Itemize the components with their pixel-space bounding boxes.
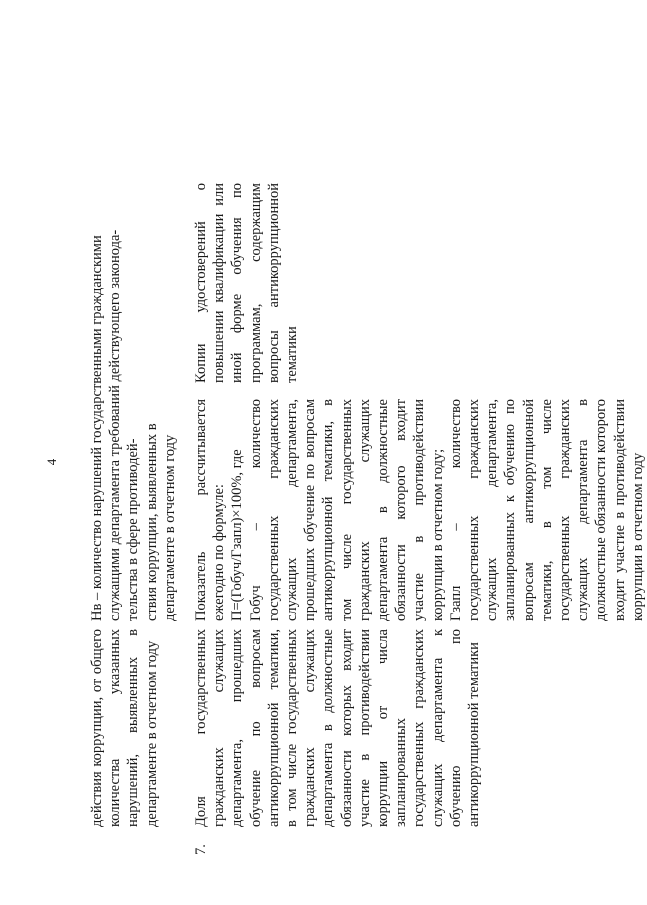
table-page: [80, 55, 646, 855]
indicator-name-text: действия коррупции, от общего количества указанных нарушений, выявленных в департаменте в отчетном году: [89, 629, 160, 827]
formula-expression: П=(Гобуч/Гзапл)×100%, где: [229, 449, 246, 621]
page-number: 4: [44, 458, 59, 466]
formula-intro: Показатель рассчитывается ежегодно по формуле:: [193, 399, 228, 621]
variable-definition: Гзапл – количество государственных гражданских служащих департамента, запланированных к обучению по вопросам антикоррупционной тематики, в том числе государственных гражданских служащих департамента в должностные обязанности которого входит участие в противодействии коррупции в отчетном году: [447, 399, 646, 621]
row-number: 7.: [193, 844, 209, 855]
data-source-text: Копии удостоверений о повышении квалификации или иной форме обучения по программам, содержащим вопросы антикоррупционной тематики: [193, 183, 301, 383]
variable-definition: Гобуч – количество государственных гражданских служащих департамента, прошедших обучение по вопросам антикоррупционной тематики, в том числе государственных гражданских служащих департамента в должностные обязанности которого входит участие в противодействии коррупции в отчетном году;: [247, 399, 446, 621]
formula-line: Нв – количество нарушений государственными гражданскими: [89, 235, 105, 621]
formula-line: ствия коррупции, выявленных в: [143, 423, 160, 621]
indicator-name-cell: [88, 629, 161, 827]
indicator-name-text: Доля государственных гражданских служащих департамента, прошедших обучение по вопросам антикоррупционной тематики, в том числе государственных гражданских служащих департамента в должностные обязанности которых входит участие в противодействии коррупции от числа запланированных государственных гражданских служащих департамента к обучению по антикоррупционной тематики: [193, 629, 483, 827]
formula-line: служащими департамента требований действующего законода-: [107, 229, 124, 621]
indicator-name-cell: [192, 629, 483, 827]
formula-cell: [88, 229, 179, 621]
formula-line: тельства в сфере противодей-: [125, 438, 142, 621]
formula-cell: [192, 399, 647, 621]
formula-line: департаменте в отчетном году: [161, 434, 178, 621]
data-source-cell: [192, 183, 301, 383]
